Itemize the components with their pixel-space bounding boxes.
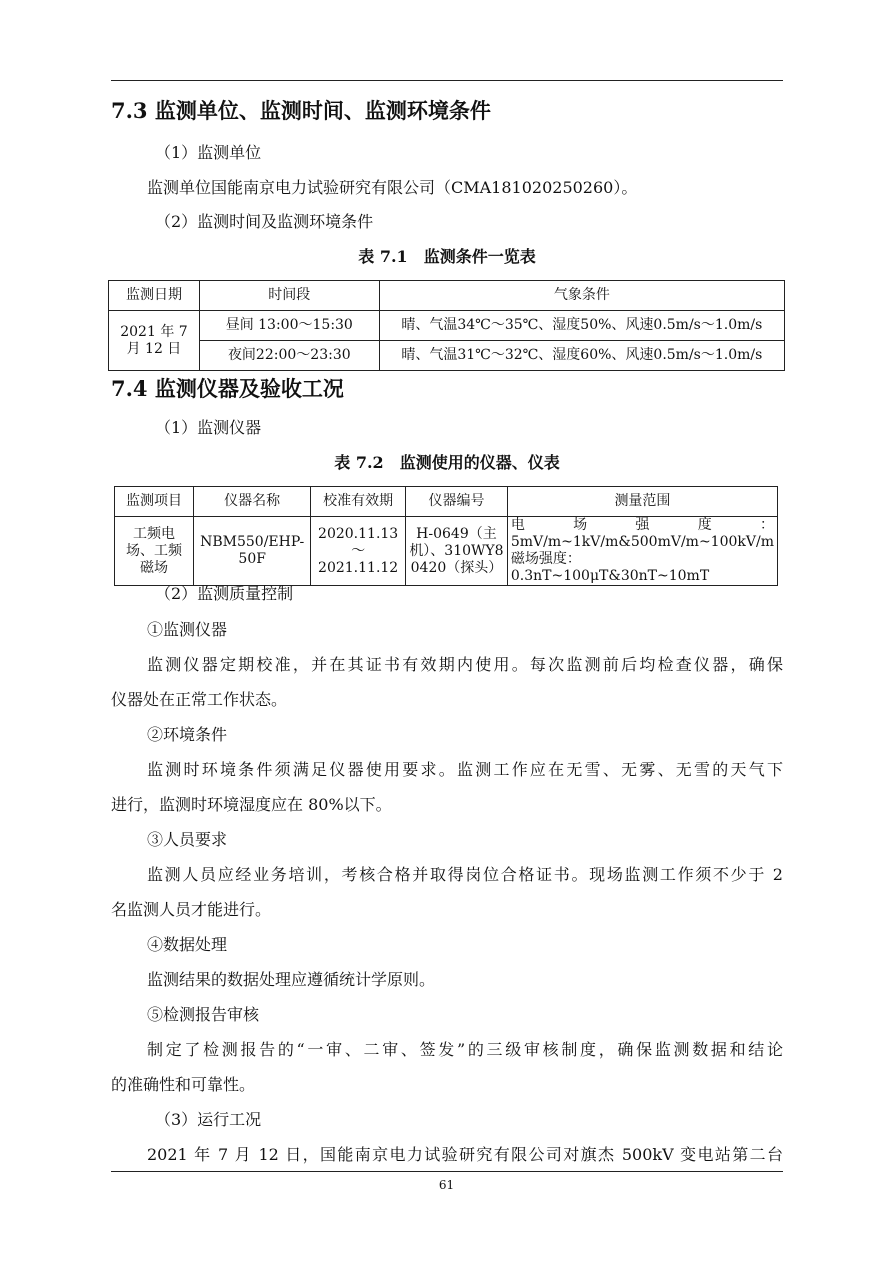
cell-weather-night: 晴、气温31℃～32℃、湿度60%、风速0.5m/s～1.0m/s: [379, 341, 784, 371]
qc-data-line1: 监测结果的数据处理应遵循统计学原则。: [147, 970, 436, 989]
qc-instrument-title: ①监测仪器: [147, 620, 228, 639]
qc-environment-title: ②环境条件: [147, 725, 228, 744]
qc-environment-line2: 进行，监测时环境湿度应在 80%以下。: [111, 795, 392, 814]
cell-period-night: 夜间22:00～23:30: [199, 341, 379, 371]
operating-condition-line1: 2021 年 7 月 12 日，国能南京电力试验研究有限公司对旗杰 500kV 变电站第二台: [147, 1145, 783, 1164]
cell-weather-day: 晴、气温34℃～35℃、湿度50%、风速0.5m/s～1.0m/s: [379, 311, 784, 341]
cell-range: [507, 517, 777, 586]
item-monitoring-time: （2）监测时间及监测环境条件: [155, 212, 374, 231]
table-7-2-caption: 表 7.2 监测使用的仪器、仪表: [334, 453, 560, 472]
table-7-1: [108, 280, 785, 371]
header-item: 监测项目: [115, 487, 194, 517]
section-7-3-title: 7.3 监测单位、监测时间、监测环境条件: [111, 98, 491, 123]
item-operating-condition: （3）运行工况: [155, 1110, 262, 1129]
qc-personnel-line2: 名监测人员才能进行。: [111, 900, 272, 919]
qc-personnel-line1: 监测人员应经业务培训，考核合格并取得岗位合格证书。现场监测工作须不少于 2: [147, 865, 783, 884]
page-number: 61: [438, 1178, 455, 1192]
header-date: 监测日期: [109, 281, 200, 311]
cell-date: 2021 年 7 月 12 日: [109, 311, 200, 371]
table-7-2: [114, 486, 778, 586]
header-weather: 气象条件: [379, 281, 784, 311]
header-rule: [111, 80, 783, 81]
header-serial: 仪器编号: [406, 487, 508, 517]
cell-item: 工频电场、工频磁场: [115, 517, 194, 586]
qc-report-title: ⑤检测报告审核: [147, 1005, 260, 1024]
qc-instrument-line1: 监测仪器定期校准，并在其证书有效期内使用。每次监测前后均检查仪器，确保: [147, 655, 783, 674]
header-range: 测量范围: [507, 487, 777, 517]
cell-serial: H-0649（主机）、310WY80420（探头）: [406, 517, 508, 586]
range-magnetic: 磁场强度：0.3nT~100μT&30nT~10mT: [510, 551, 710, 584]
header-validity: 校准有效期: [311, 487, 406, 517]
qc-environment-line1: 监测时环境条件须满足仪器使用要求。监测工作应在无雪、无雾、无雪的天气下: [147, 760, 783, 779]
monitoring-unit-text: 监测单位国能南京电力试验研究有限公司（CMA181020250260）。: [147, 178, 638, 197]
cell-period-day: 昼间 13:00～15:30: [199, 311, 379, 341]
item-monitoring-unit: （1）监测单位: [155, 143, 262, 162]
footer-rule: [111, 1171, 783, 1172]
cell-validity: 2020.11.13～2021.11.12: [311, 517, 406, 586]
section-7-4-title: 7.4 监测仪器及验收工况: [111, 376, 344, 401]
cell-name: NBM550/EHP-50F: [194, 517, 311, 586]
range-electric-value: 5mV/m~1kV/m&500mV/m~100kV/m: [510, 534, 774, 550]
header-name: 仪器名称: [194, 487, 311, 517]
qc-personnel-title: ③人员要求: [147, 830, 228, 849]
header-period: 时间段: [199, 281, 379, 311]
range-electric-label: 电场强度：: [510, 517, 774, 533]
item-quality-control: （2）监测质量控制: [155, 584, 294, 603]
qc-report-line2: 的准确性和可靠性。: [111, 1075, 256, 1094]
qc-instrument-line2: 仪器处在正常工作状态。: [111, 690, 288, 709]
table-7-1-caption: 表 7.1 监测条件一览表: [358, 247, 536, 266]
item-instruments: （1）监测仪器: [155, 418, 262, 437]
qc-report-line1: 制定了检测报告的“一审、二审、签发”的三级审核制度，确保监测数据和结论: [147, 1040, 783, 1059]
qc-data-title: ④数据处理: [147, 935, 228, 954]
